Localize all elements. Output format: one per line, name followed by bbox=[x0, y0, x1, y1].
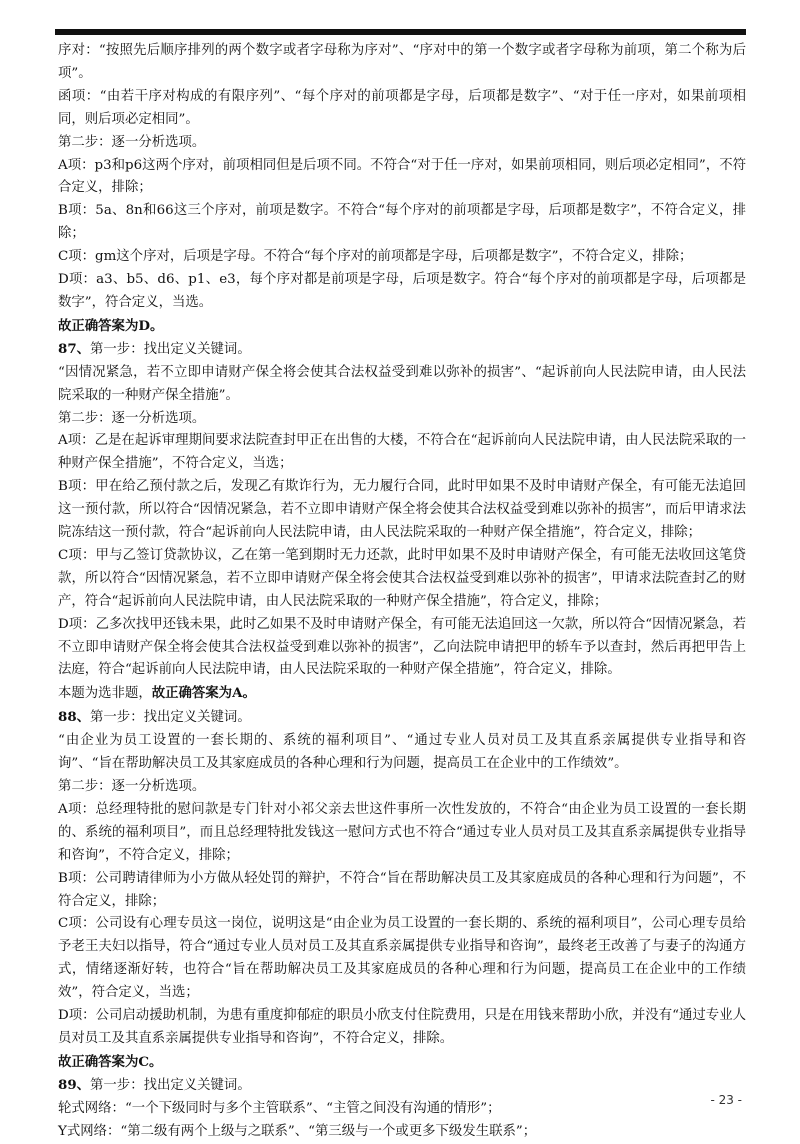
option-c: C项：甲与乙签订贷款协议，乙在第一笔到期时无力还款，此时甲如果不及时申请财产保全，有可能无法收回这笔贷款，所以符合“因情况紧急，若不立即申请财产保全将会使其合法权益受到难以弥补的损害”，甲请求法院查封乙的财产，符合“起诉前向人民法院申请，由人民法院采取的一种财产保全措施”，符合定义，排除； bbox=[58, 547, 746, 609]
option-b: B项：公司聘请律师为小方做从轻处罚的辩护，不符合“旨在帮助解决员工及其家庭成员的各种心理和行为问题”，不符合定义，排除； bbox=[58, 870, 746, 909]
answer-line: 故正确答案为C。 bbox=[58, 1053, 163, 1070]
step-heading: 第二步：逐一分析选项。 bbox=[58, 410, 206, 426]
option-c: C项：公司设有心理专员这一岗位，说明这是“由企业为员工设置的一套长期的、系统的福利项目”，公司心理专员给予老王夫妇以指导，符合“通过专业人员对员工及其直系亲属提供专业指导和咨询”，最终老王改善了与妻子的沟通方式，情绪逐渐好转，也符合“旨在帮助解决员工及其家庭成员的各种心理和行为问题，提高员工在企业中的工作绩效”，符合定义，当选； bbox=[58, 916, 746, 1001]
option-d: D项：乙多次找甲还钱未果，此时乙如果不及时申请财产保全，有可能无法追回这一欠款，所以符合“因情况紧急，若不立即申请财产保全将会使其合法权益受到难以弥补的损害”，乙向法院申请把甲的轿车予以查封，然后再把甲告上法庭，符合“起诉前向人民法院申请，由人民法院采取的一种财产保全措施”，符合定义，排除。 bbox=[58, 616, 746, 678]
option-c: C项：gm这个序对，后项是字母。不符合“每个序对的前项都是字母，后项都是数字”，不符合定义，排除； bbox=[58, 249, 693, 265]
keywords-paragraph: 轮式网络：“一个下级同时与多个主管联系”、“主管之间没有沟通的情形”； bbox=[58, 1100, 501, 1116]
option-a: A项：乙是在起诉审理期间要求法院查封甲正在出售的大楼，不符合在“起诉前向人民法院申请，由人民法院采取的一种财产保全措施”，不符合定义，当选； bbox=[58, 433, 746, 472]
definition-paragraph: 函项：“由若干序对构成的有限序列”、“每个序对的前项都是字母，后项都是数字”、“对于任一序对，如果前项相同，则后项必定相同”。 bbox=[58, 88, 746, 127]
answer-line: 故正确答案为D。 bbox=[58, 317, 164, 334]
question-number: 88、 bbox=[58, 709, 91, 726]
keywords-paragraph: Y式网络：“第二级有两个上级与之联系”、“第三级与一个或更多下级发生联系”； bbox=[58, 1123, 537, 1139]
option-b: B项：甲在给乙预付款之后，发现乙有欺诈行为，无力履行合同，此时甲如果不及时申请财产保全，有可能无法追回这一预付款，所以符合“因情况紧急，若不立即申请财产保全将会使其合法权益受到难以弥补的损害”，而后甲请求法院冻结这一预付款，符合“起诉前向人民法院申请，由人民法院采取的一种财产保全措施”，符合定义，排除； bbox=[58, 479, 746, 541]
definition-paragraph: 序对：“按照先后顺序排列的两个数字或者字母称为序对”、“序对中的第一个数字或者字母称为前项，第二个称为后项”。 bbox=[58, 43, 746, 81]
option-d: D项：公司启动援助机制，为患有重度抑郁症的职员小欣支付住院费用，只是在用钱来帮助小欣，并没有“通过专业人员对员工及其直系亲属提供专业指导和咨询”，不符合定义，排除。 bbox=[58, 1008, 746, 1046]
keywords-paragraph: “由企业为员工设置的一套长期的、系统的福利项目”、“通过专业人员对员工及其直系亲属提供专业指导和咨询”、“旨在帮助解决员工及其家庭成员的各种心理和行为问题，提高员工在企业中的工作绩效”。 bbox=[58, 733, 746, 772]
page-number: - 23 - bbox=[710, 1093, 742, 1107]
option-b: B项：5a、8n和66这三个序对，前项是数字。不符合“每个序对的前项都是字母，后项都是数字”，不符合定义，排除； bbox=[58, 203, 746, 242]
step-heading: 第二步：逐一分析选项。 bbox=[58, 779, 206, 794]
header-rule bbox=[55, 29, 746, 35]
question-88-step: 88、第一步：找出定义关键词。 bbox=[58, 709, 251, 726]
question-87-step: 87、第一步：找出定义关键词。 bbox=[58, 340, 251, 357]
step-heading: 第二步：逐一分析选项。 bbox=[58, 134, 206, 150]
option-d: D项：a3、b5、d6、p1、e3，每个序对都是前项是字母，后项是数字。符合“每个序对的前项都是字母，后项都是数字”，符合定义，当选。 bbox=[58, 272, 746, 310]
question-number: 87、 bbox=[58, 340, 91, 357]
option-a: A项：p3和p6这两个序对，前项相同但是后项不同。不符合“对于任一序对，如果前项相同，则后项必定相同”，不符合定义，排除； bbox=[58, 157, 746, 196]
keywords-paragraph: “因情况紧急，若不立即申请财产保全将会使其合法权益受到难以弥补的损害”、“起诉前向人民法院申请，由人民法院采取的一种财产保全措施”。 bbox=[58, 364, 746, 403]
question-number: 89、 bbox=[58, 1076, 91, 1093]
option-a: A项：总经理特批的慰问款是专门针对小祁父亲去世这件事所一次性发放的，不符合“由企业为员工设置的一套长期的、系统的福利项目”，而且总经理特批发钱这一慰问方式也不符合“通过专业人员对员工及其直系亲属提供专业指导和咨询”，不符合定义，排除； bbox=[58, 801, 746, 863]
question-89-step: 89、第一步：找出定义关键词。 bbox=[58, 1076, 251, 1093]
page-body bbox=[58, 40, 746, 1144]
answer-line: 本题为选非题，故正确答案为A。 bbox=[58, 685, 256, 702]
